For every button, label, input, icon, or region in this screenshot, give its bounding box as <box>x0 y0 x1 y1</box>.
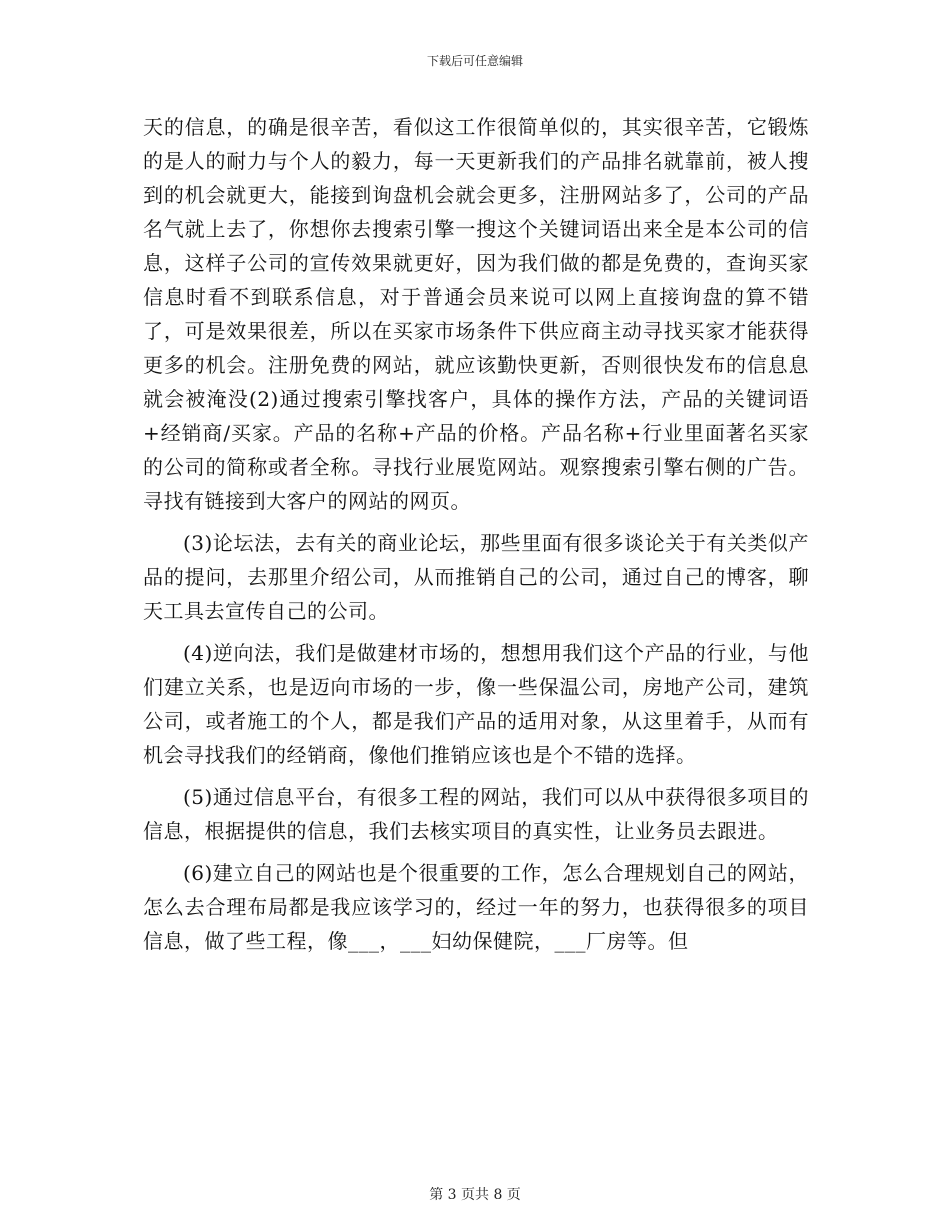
page-footer: 第 3 页共 8 页 <box>429 1187 521 1203</box>
paragraph: (4)逆向法，我们是做建材市场的，想想用我们这个产品的行业，与他们建立关系，也是迈向市场的一步，像一些保温公司，房地产公司，建筑公司，或者施工的个人，都是我们产品的适用对象，从这里着手，从而有机会寻找我们的经销商，像他们推销应该也是个不错的选择。 <box>143 641 809 767</box>
paragraph: (6)建立自己的网站也是个很重要的工作，怎么合理规划自己的网站，怎么去合理布局都是我应该学习的，经过一年的努力，也获得很多的项目信息，做了些工程，像___，___妇幼保健院，___厂房等。但 <box>143 861 809 953</box>
paragraph: (5)通过信息平台，有很多工程的网站，我们可以从中获得很多项目的信息，根据提供的信息，我们去核实项目的真实性，让业务员去跟进。 <box>143 785 809 843</box>
document-body <box>143 110 809 966</box>
paragraph: (3)论坛法，去有关的商业论坛，那些里面有很多谈论关于有关类似产品的提问，去那里介绍公司，从而推销自己的公司，通过自己的博客，聊天工具去宣传自己的公司。 <box>143 531 809 623</box>
paragraph: 天的信息，的确是很辛苦，看似这工作很简单似的，其实很辛苦，它锻炼的是人的耐力与个人的毅力，每一天更新我们的产品排名就靠前，被人搜到的机会就更大，能接到询盘机会就会更多，注册网站多了，公司的产品名气就上去了，你想你去搜索引擎一搜这个关键词语出来全是本公司的信息，这样子公司的宣传效果就更好，因为我们做的都是免费的，查询买家信息时看不到联系信息，对于普通会员来说可以网上直接询盘的算不错了，可是效果很差，所以在买家市场条件下供应商主动寻找买家才能获得更多的机会。注册免费的网站，就应该勤快更新，否则很快发布的信息息就会被淹没(2)通过搜索引擎找客户，具体的操作方法，产品的关键词语+经销商/买家。产品的名称+产品的价格。产品名称+行业里面著名买家的公司的简称或者全称。寻找行业展览网站。观察搜索引擎右侧的广告。寻找有链接到大客户的网站的网页。 <box>143 115 809 513</box>
page-header: 下载后可任意编辑 <box>426 54 523 68</box>
